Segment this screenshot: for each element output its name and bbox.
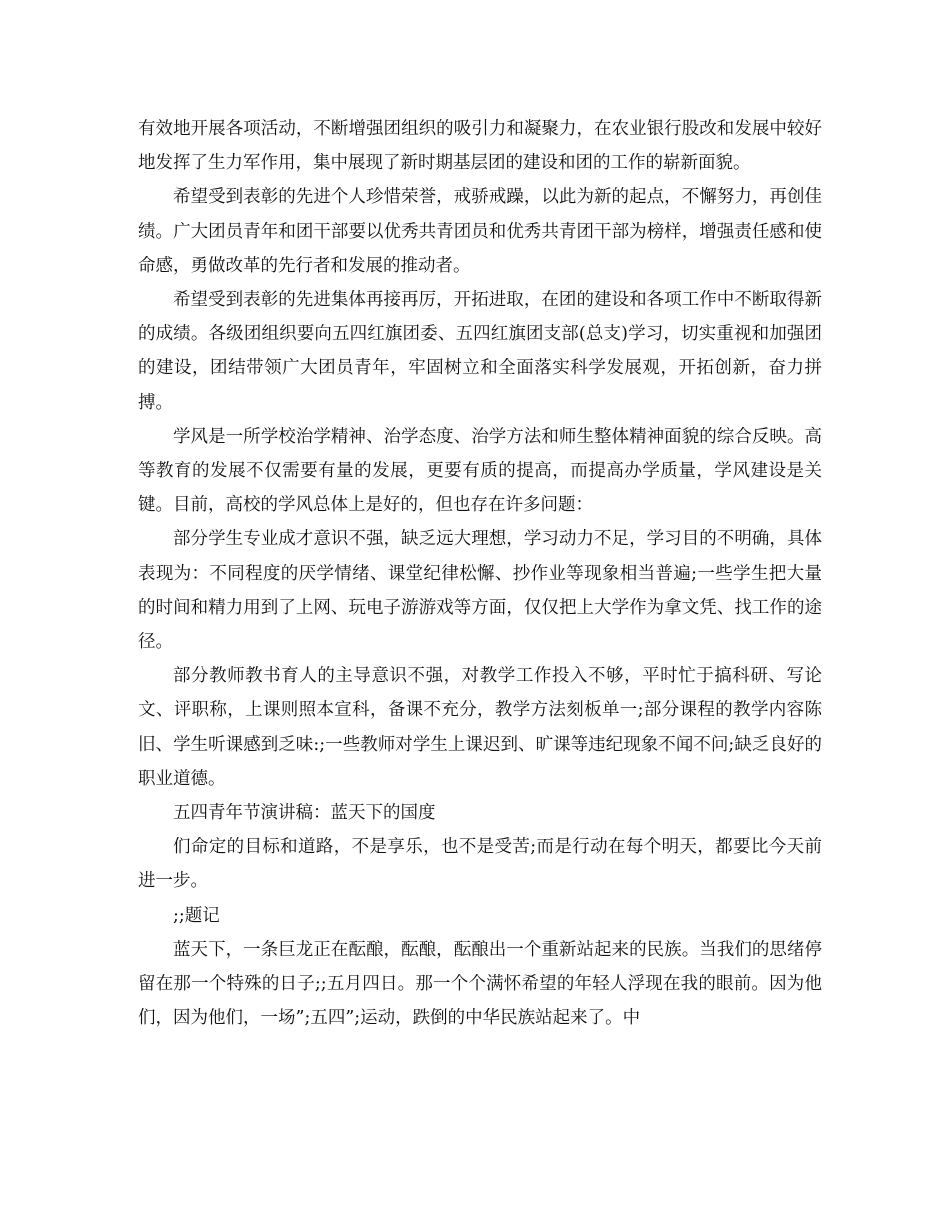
section-heading: 五四青年节演讲稿：蓝天下的国度 — [173, 803, 436, 824]
paragraph: 希望受到表彰的先进个人珍惜荣誉，戒骄戒躁，以此为新的起点，不懈努力，再创佳绩。广大团员青年和团干部要以优秀共青团员和优秀共青团干部为榜样，增强责任感和使命感，勇做改革的先行者和发展的推动者。 — [138, 187, 822, 276]
epigraph-attribution: ;;题记 — [173, 905, 220, 926]
paragraph: 有效地开展各项活动，不断增强团组织的吸引力和凝聚力，在农业银行股改和发展中较好地发挥了生力军作用，集中展现了新时期基层团的建设和团的工作的崭新面貌。 — [138, 119, 822, 174]
document-body — [138, 112, 822, 1035]
paragraph: 学风是一所学校治学精神、治学态度、治学方法和师生整体精神面貌的综合反映。高等教育的发展不仅需要有量的发展，更要有质的提高，而提高办学质量，学风建设是关键。目前，高校的学风总体上是好的，但也存在许多问题： — [138, 426, 822, 516]
paragraph: 们命定的目标和道路，不是享乐，也不是受苦;而是行动在每个明天，都要比今天前进一步。 — [138, 837, 822, 892]
paragraph: 部分教师教书育人的主导意识不强，对教学工作投入不够，平时忙于搞科研、写论文、评职称，上课则照本宣科，备课不充分，教学方法刻板单一;部分课程的教学内容陈旧、学生听课感到乏味:;一些教师对学生上课迟到、旷课等违纪现象不闻不问;缺乏良好的职业道德。 — [138, 666, 822, 789]
paragraph: 希望受到表彰的先进集体再接再厉，开拓进取，在团的建设和各项工作中不断取得新的成绩。各级团组织要向五四红旗团委、五四红旗团支部(总支)学习，切实重视和加强团的建设，团结带领广大团员青年，牢固树立和全面落实科学发展观，开拓创新，奋力拼搏。 — [138, 290, 822, 413]
paragraph: 部分学生专业成才意识不强，缺乏远大理想，学习动力不足，学习目的不明确，具体表现为：不同程度的厌学情绪、课堂纪律松懈、抄作业等现象相当普遍;一些学生把大量的时间和精力用到了上网、玩电子游游戏等方面，仅仅把上大学作为拿文凭、找工作的途径。 — [138, 529, 822, 653]
paragraph: 蓝天下，一条巨龙正在酝酿，酝酿，酝酿出一个重新站起来的民族。当我们的思绪停留在那一个特殊的日子;;五月四日。那一个个满怀希望的年轻人浮现在我的眼前。因为他们，因为他们，一场”;五四”;运动，跌倒的中华民族站起来了。中 — [138, 939, 822, 1029]
